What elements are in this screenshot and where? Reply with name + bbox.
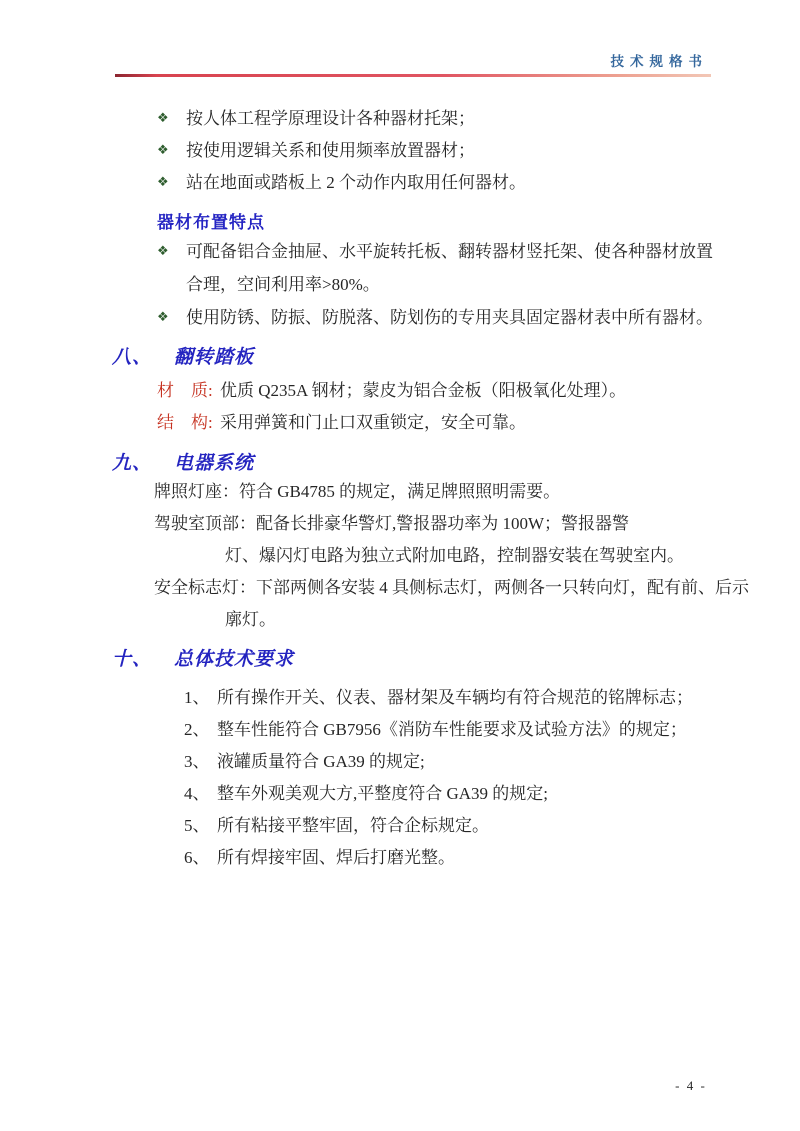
diamond-bullet-icon: ❖ [157,143,169,158]
ergonomics-bullet-list [157,103,526,199]
general-requirements-list [184,682,693,874]
section-title: 电器系统 [174,453,255,474]
list-item [157,103,526,135]
section-9-heading [112,448,254,475]
structure-text: 采用弹簧和门止口双重锁定，安全可靠。 [219,413,526,432]
item-text: 液罐质量符合 GA39 的规定; [217,752,425,771]
section-title: 翻转踏板 [174,347,255,368]
structure-row [157,407,626,439]
numbered-item [184,746,693,778]
numbered-item [184,778,693,810]
page-header-title: 技术规格书 [610,54,708,69]
bullet-text: 按人体工程学原理设计各种器材托架； [186,109,475,128]
equipment-layout-bullet-list [157,235,713,334]
material-text: 优质 Q235A 钢材；蒙皮为铝合金板（阳极氧化处理）。 [219,381,627,400]
electrical-line: 廓灯。 [225,610,276,629]
section-number: 八、 [112,347,153,368]
item-text: 所有焊接牢固、焊后打磨光整。 [217,848,455,867]
footer-page-number: - 4 - [675,1078,707,1093]
numbered-item [184,714,693,746]
electrical-line: 牌照灯座：符合 GB4785 的规定，满足牌照照明需要。 [154,482,561,501]
section-number: 十、 [112,649,153,670]
section-number: 九、 [112,453,153,474]
material-label: 材 质: [157,381,213,400]
bullet-text: 使用防锈、防振、防脱落、防划伤的专用夹具固定器材表中所有器材。 [186,308,713,327]
bullet-text: 按使用逻辑关系和使用频率放置器材； [186,141,475,160]
item-text: 所有操作开关、仪表、器材架及车辆均有符合规范的铭牌标志； [217,688,693,707]
flip-step-rows [157,375,626,439]
bullet-text: 站在地面或踏板上 2 个动作内取用任何器材。 [186,173,526,192]
list-item [157,301,713,334]
item-number: 1、 [184,688,210,707]
section-8-heading [112,342,254,369]
section-title: 总体技术要求 [174,649,295,670]
diamond-bullet-icon: ❖ [157,310,169,325]
item-number: 2、 [184,720,210,739]
equipment-layout-heading: 器材布置特点 [157,213,265,232]
diamond-bullet-icon: ❖ [157,244,169,259]
material-row [157,375,626,407]
item-text: 所有粘接平整牢固，符合企标规定。 [217,816,489,835]
item-number: 3、 [184,752,210,771]
list-item [157,167,526,199]
bullet-text-line: 合理，空间利用率>80%。 [186,275,380,294]
list-item [157,235,713,301]
electrical-system-block [154,476,749,636]
item-number: 6、 [184,848,210,867]
section-10-heading [112,644,294,671]
structure-label: 结 构: [157,413,213,432]
header-rule-line [115,74,711,77]
item-text: 整车外观美观大方,平整度符合 GA39 的规定; [217,784,549,803]
electrical-line: 驾驶室顶部：配备长排豪华警灯,警报器功率为 100W；警报器警 [154,514,630,533]
diamond-bullet-icon: ❖ [157,175,169,190]
item-number: 5、 [184,816,210,835]
electrical-line: 灯、爆闪灯电路为独立式附加电路，控制器安装在驾驶室内。 [225,546,684,565]
numbered-item [184,682,693,714]
numbered-item [184,810,693,842]
electrical-line: 安全标志灯：下部两侧各安装 4 具侧标志灯，两侧各一只转向灯，配有前、后示 [154,578,749,597]
list-item [157,135,526,167]
item-number: 4、 [184,784,210,803]
numbered-item [184,842,693,874]
diamond-bullet-icon: ❖ [157,111,169,126]
item-text: 整车性能符合 GB7956《消防车性能要求及试验方法》的规定； [217,720,687,739]
bullet-text-line: 可配备铝合金抽屉、水平旋转托板、翻转器材竖托架、使各种器材放置 [186,242,713,261]
